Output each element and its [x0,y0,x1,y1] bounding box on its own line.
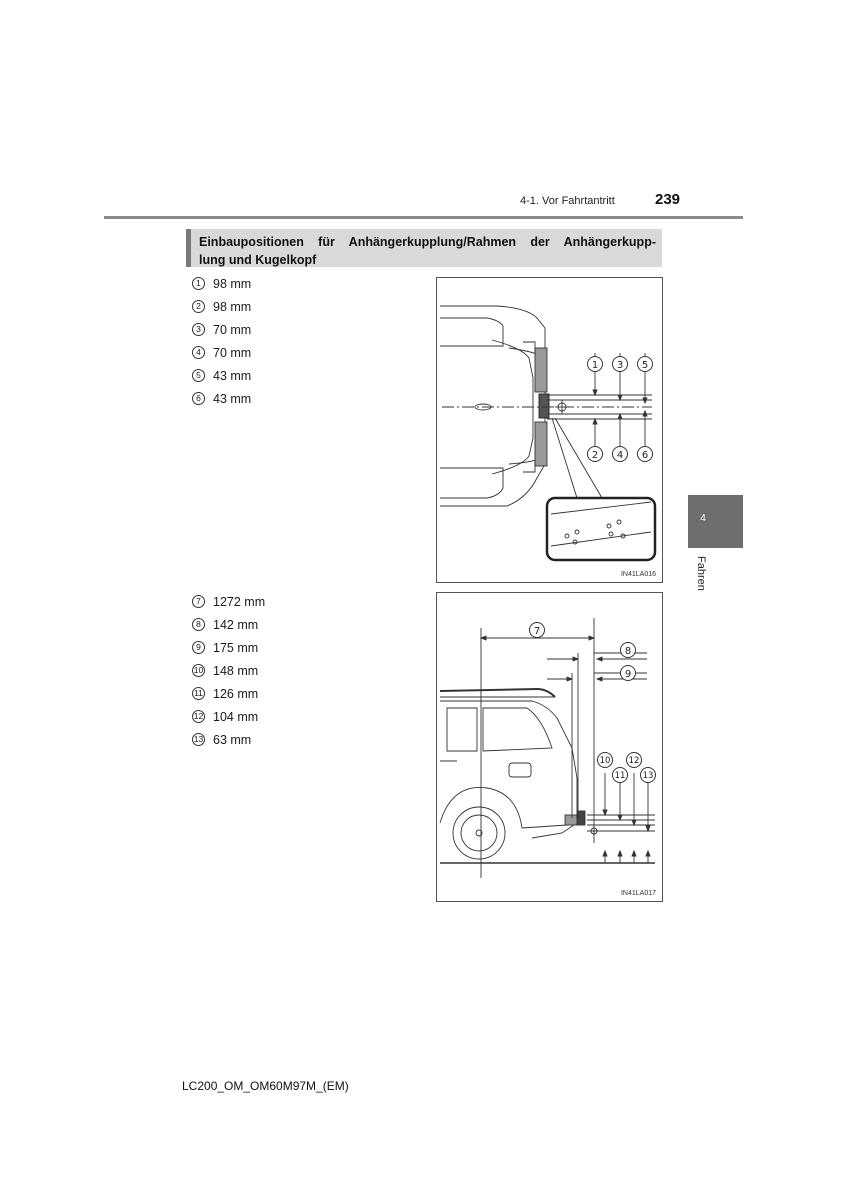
list-item [192,387,251,410]
header-rule [104,216,743,219]
list-item [192,295,251,318]
callout-13-label: 13 [642,771,654,781]
section-heading [186,229,662,267]
list-item [192,613,265,636]
callout-3-label: 3 [616,360,624,371]
callout-number: 7 [192,595,205,608]
dimension-value: 98 mm [213,276,252,291]
callout-7-label: 7 [533,626,541,637]
dimension-value: 70 mm [213,345,252,360]
list-item [192,590,265,613]
callout-12-label: 12 [628,756,640,766]
callout-number: 6 [192,392,205,405]
callout-4-label: 4 [616,450,624,461]
chapter-tab [688,495,743,548]
page-number: 239 [655,191,681,208]
dimension-value: 126 mm [213,686,259,701]
callout-9-label: 9 [624,669,632,680]
chapter-number: 4 [700,513,706,524]
list-item [192,364,251,387]
dimension-value: 1272 mm [213,594,266,609]
callout-6-label: 6 [641,450,649,461]
dimension-value: 43 mm [213,368,252,383]
running-header-section: 4-1. Vor Fahrtantritt [520,195,615,207]
dimension-value: 63 mm [213,732,252,747]
list-item [192,272,251,295]
dimension-value: 43 mm [213,391,252,406]
dimension-value: 142 mm [213,617,259,632]
callout-number: 9 [192,641,205,654]
list-item [192,636,265,659]
dimension-value: 104 mm [213,709,259,724]
list-item [192,728,265,751]
callout-1-label: 1 [591,360,599,371]
section-heading-line-2: lung und Kugelkopf [199,253,317,267]
list-item [192,659,265,682]
figure-code: IN41LA016 [620,571,656,578]
footer-manual-code: LC200_OM_OM60M97M_(EM) [182,1079,349,1093]
callout-number: 5 [192,369,205,382]
dimension-value: 175 mm [213,640,259,655]
callout-number: 12 [193,711,204,722]
list-item [192,318,251,341]
dimension-list-top-view [192,272,251,410]
figure-top-view [436,277,663,583]
dimension-value: 70 mm [213,322,252,337]
chapter-name: Fahren [695,556,707,591]
callout-number: 3 [192,323,205,336]
callout-2-label: 2 [591,450,599,461]
callout-number: 2 [192,300,205,313]
callout-11-label: 11 [614,771,626,781]
callout-number: 13 [193,734,204,745]
callout-number: 10 [193,665,204,676]
callout-10-label: 10 [599,756,611,766]
dimension-value: 148 mm [213,663,259,678]
callout-number: 8 [192,618,205,631]
list-item [192,705,265,728]
side-view-callouts [437,593,662,901]
section-heading-line-1: Einbaupositionen für Anhängerkupplung/Rahmen der Anhängerkupp- [199,235,656,249]
dimension-value: 98 mm [213,299,252,314]
dimension-list-side-view [192,590,265,751]
callout-5-label: 5 [641,360,649,371]
figure-code: IN41LA017 [620,890,656,897]
figure-side-view [436,592,663,902]
callout-number: 1 [192,277,205,290]
callout-number: 4 [192,346,205,359]
top-view-callouts [437,278,662,582]
list-item [192,682,265,705]
callout-number: 11 [192,687,205,700]
list-item [192,341,251,364]
callout-8-label: 8 [624,646,632,657]
